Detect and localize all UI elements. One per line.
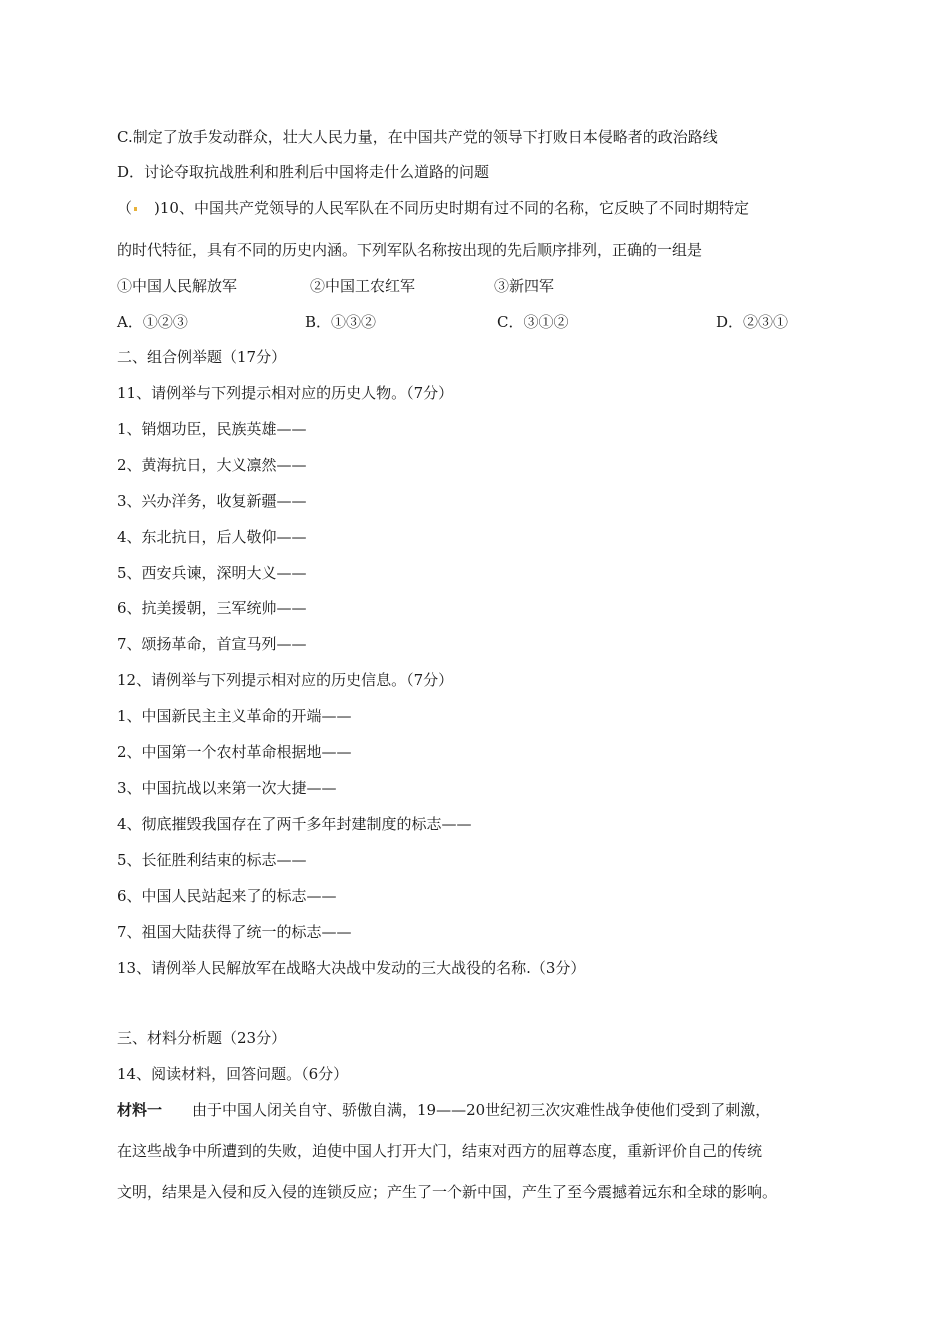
q11-item-4: 4、东北抗日，后人敬仰—— xyxy=(117,528,307,546)
q10-stem-line2: 的时代特征，具有不同的历史内涵。下列军队名称按出现的先后顺序排列，正确的一组是 xyxy=(117,241,703,259)
q11-item-3: 3、兴办洋务，收复新疆—— xyxy=(117,492,307,510)
answer-paren: （ xyxy=(117,199,133,217)
q10-stem-line1 xyxy=(117,198,749,218)
q12-stem: 12、请例举与下列提示相对应的历史信息。（7分） xyxy=(117,671,454,689)
q13-stem: 13、请例举人民解放军在战略大决战中发动的三大战役的名称.（3分） xyxy=(117,959,586,977)
q14-stem: 14、阅读材料，回答问题。（6分） xyxy=(117,1065,349,1083)
q11-item-7: 7、颂扬革命，首宣马列—— xyxy=(117,635,307,653)
q12-item-1: 1、中国新民主主义革命的开端—— xyxy=(117,707,352,725)
q12-item-7: 7、祖国大陆获得了统一的标志—— xyxy=(117,923,352,941)
q11-item-2: 2、黄海抗日，大义凛然—— xyxy=(117,456,307,474)
q9-option-c: C.制定了放手发动群众，壮大人民力量，在中国共产党的领导下打败日本侵略者的政治路线 xyxy=(117,128,718,146)
q10-option-c: C．③①② xyxy=(497,313,569,331)
q11-item-1: 1、销烟功臣，民族英雄—— xyxy=(117,420,307,438)
q12-item-2: 2、中国第一个农村革命根据地—— xyxy=(117,743,352,761)
material-1-line1 xyxy=(117,1100,770,1120)
section-3-title: 三、材料分析题（23分） xyxy=(117,1029,287,1047)
material-1-label: 材料一 xyxy=(117,1101,163,1119)
q10-option-b: B．①③② xyxy=(305,313,377,331)
q10-option-d: D．②③① xyxy=(716,313,789,331)
q10-item-3: ③新四军 xyxy=(494,277,555,295)
q10-item-1: ①中国人民解放军 xyxy=(117,277,238,295)
q10-item-2: ②中国工农红军 xyxy=(310,277,416,295)
q10-stem-text: )10、中国共产党领导的人民军队在不同历史时期有过不同的名称，它反映了不同时期特定 xyxy=(139,199,749,217)
q12-item-3: 3、中国抗战以来第一次大捷—— xyxy=(117,779,337,797)
material-1-line2: 在这些战争中所遭到的失败，迫使中国人打开大门，结束对西方的屈尊态度，重新评价自己的传统 xyxy=(117,1142,763,1160)
q10-option-a: A．①②③ xyxy=(117,313,188,331)
q11-stem: 11、请例举与下列提示相对应的历史人物。（7分） xyxy=(117,384,454,402)
section-2-title: 二、组合例举题（17分） xyxy=(117,348,287,366)
q11-item-6: 6、抗美援朝，三军统帅—— xyxy=(117,599,307,617)
q12-item-6: 6、中国人民站起来了的标志—— xyxy=(117,887,337,905)
q11-item-5: 5、西安兵谏，深明大义—— xyxy=(117,564,307,582)
material-1-text: 由于中国人闭关自守、骄傲自满，19——20世纪初三次灾难性战争使他们受到了刺激， xyxy=(162,1101,771,1119)
material-1-line3: 文明，结果是入侵和反入侵的连锁反应；产生了一个新中国，产生了至今震撼着远东和全球的影响。 xyxy=(117,1183,778,1201)
q12-item-5: 5、长征胜利结束的标志—— xyxy=(117,851,307,869)
q9-option-d: D．讨论夺取抗战胜利和胜利后中国将走什么道路的问题 xyxy=(117,163,490,181)
q12-item-4: 4、彻底摧毁我国存在了两千多年封建制度的标志—— xyxy=(117,815,472,833)
mark-dot xyxy=(134,207,137,211)
